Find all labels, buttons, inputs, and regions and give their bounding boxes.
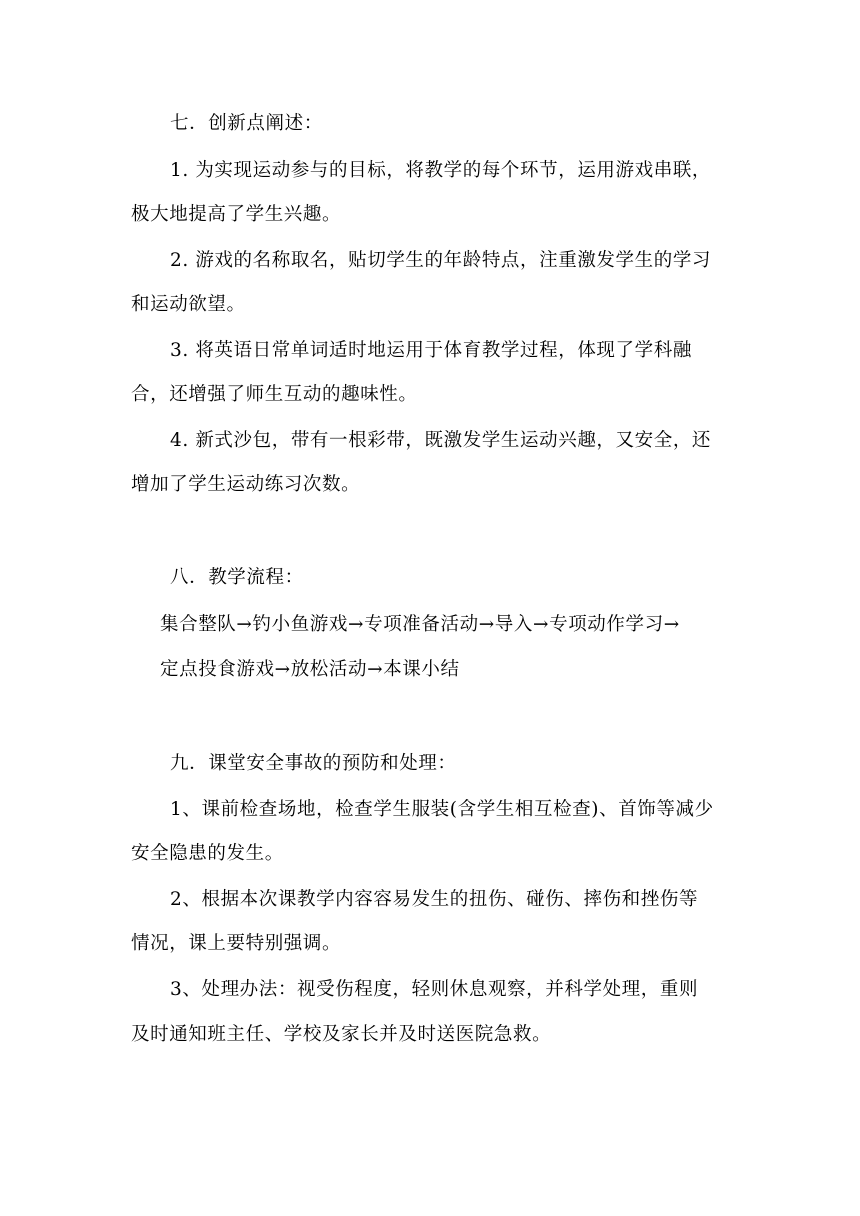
section7-item4-line1: 4. 新式沙包，带有一根彩带，既激发学生运动兴趣，又安全，还 [170,430,712,451]
section9-item1-line2: 安全隐患的发生。 [131,843,284,864]
section8-flow-line1: 集合整队→钓小鱼游戏→专项准备活动→导入→专项动作学习→ [160,614,680,635]
section9-heading: 九．课堂安全事故的预防和处理： [170,753,457,774]
section8-heading: 八．教学流程： [170,567,304,588]
section7-item1-line1: 1. 为实现运动参与的目标，将教学的每个环节，运用游戏串联， [170,160,712,181]
section9-item2-line2: 情况，课上要特别强调。 [131,933,342,954]
section7-item3-line1: 3. 将英语日常单词适时地运用于体育教学过程，体现了学科融 [170,340,692,361]
section9-item3-line2: 及时通知班主任、学校及家长并及时送医院急救。 [131,1024,552,1045]
section7-heading: 七．创新点阐述： [170,113,323,134]
section7-item3-line2: 合，还增强了师生互动的趣味性。 [131,384,418,405]
section9-item2-line1: 2、根据本次课教学内容容易发生的扭伤、碰伤、摔伤和挫伤等 [170,889,699,910]
section7-item4-line2: 增加了学生运动练习次数。 [131,474,361,495]
section7-item2-line1: 2. 游戏的名称取名，贴切学生的年龄特点，注重激发学生的学习 [170,250,712,271]
section9-item3-line1: 3、处理办法：视受伤程度，轻则休息观察，并科学处理，重则 [170,979,699,1000]
section8-flow-line2: 定点投食游戏→放松活动→本课小结 [160,659,460,680]
section7-item2-line2: 和运动欲望。 [131,294,246,315]
section9-item1-line1: 1、课前检查场地，检查学生服装(含学生相互检查)、首饰等减少 [170,799,714,820]
section7-item1-line2: 极大地提高了学生兴趣。 [131,204,342,225]
